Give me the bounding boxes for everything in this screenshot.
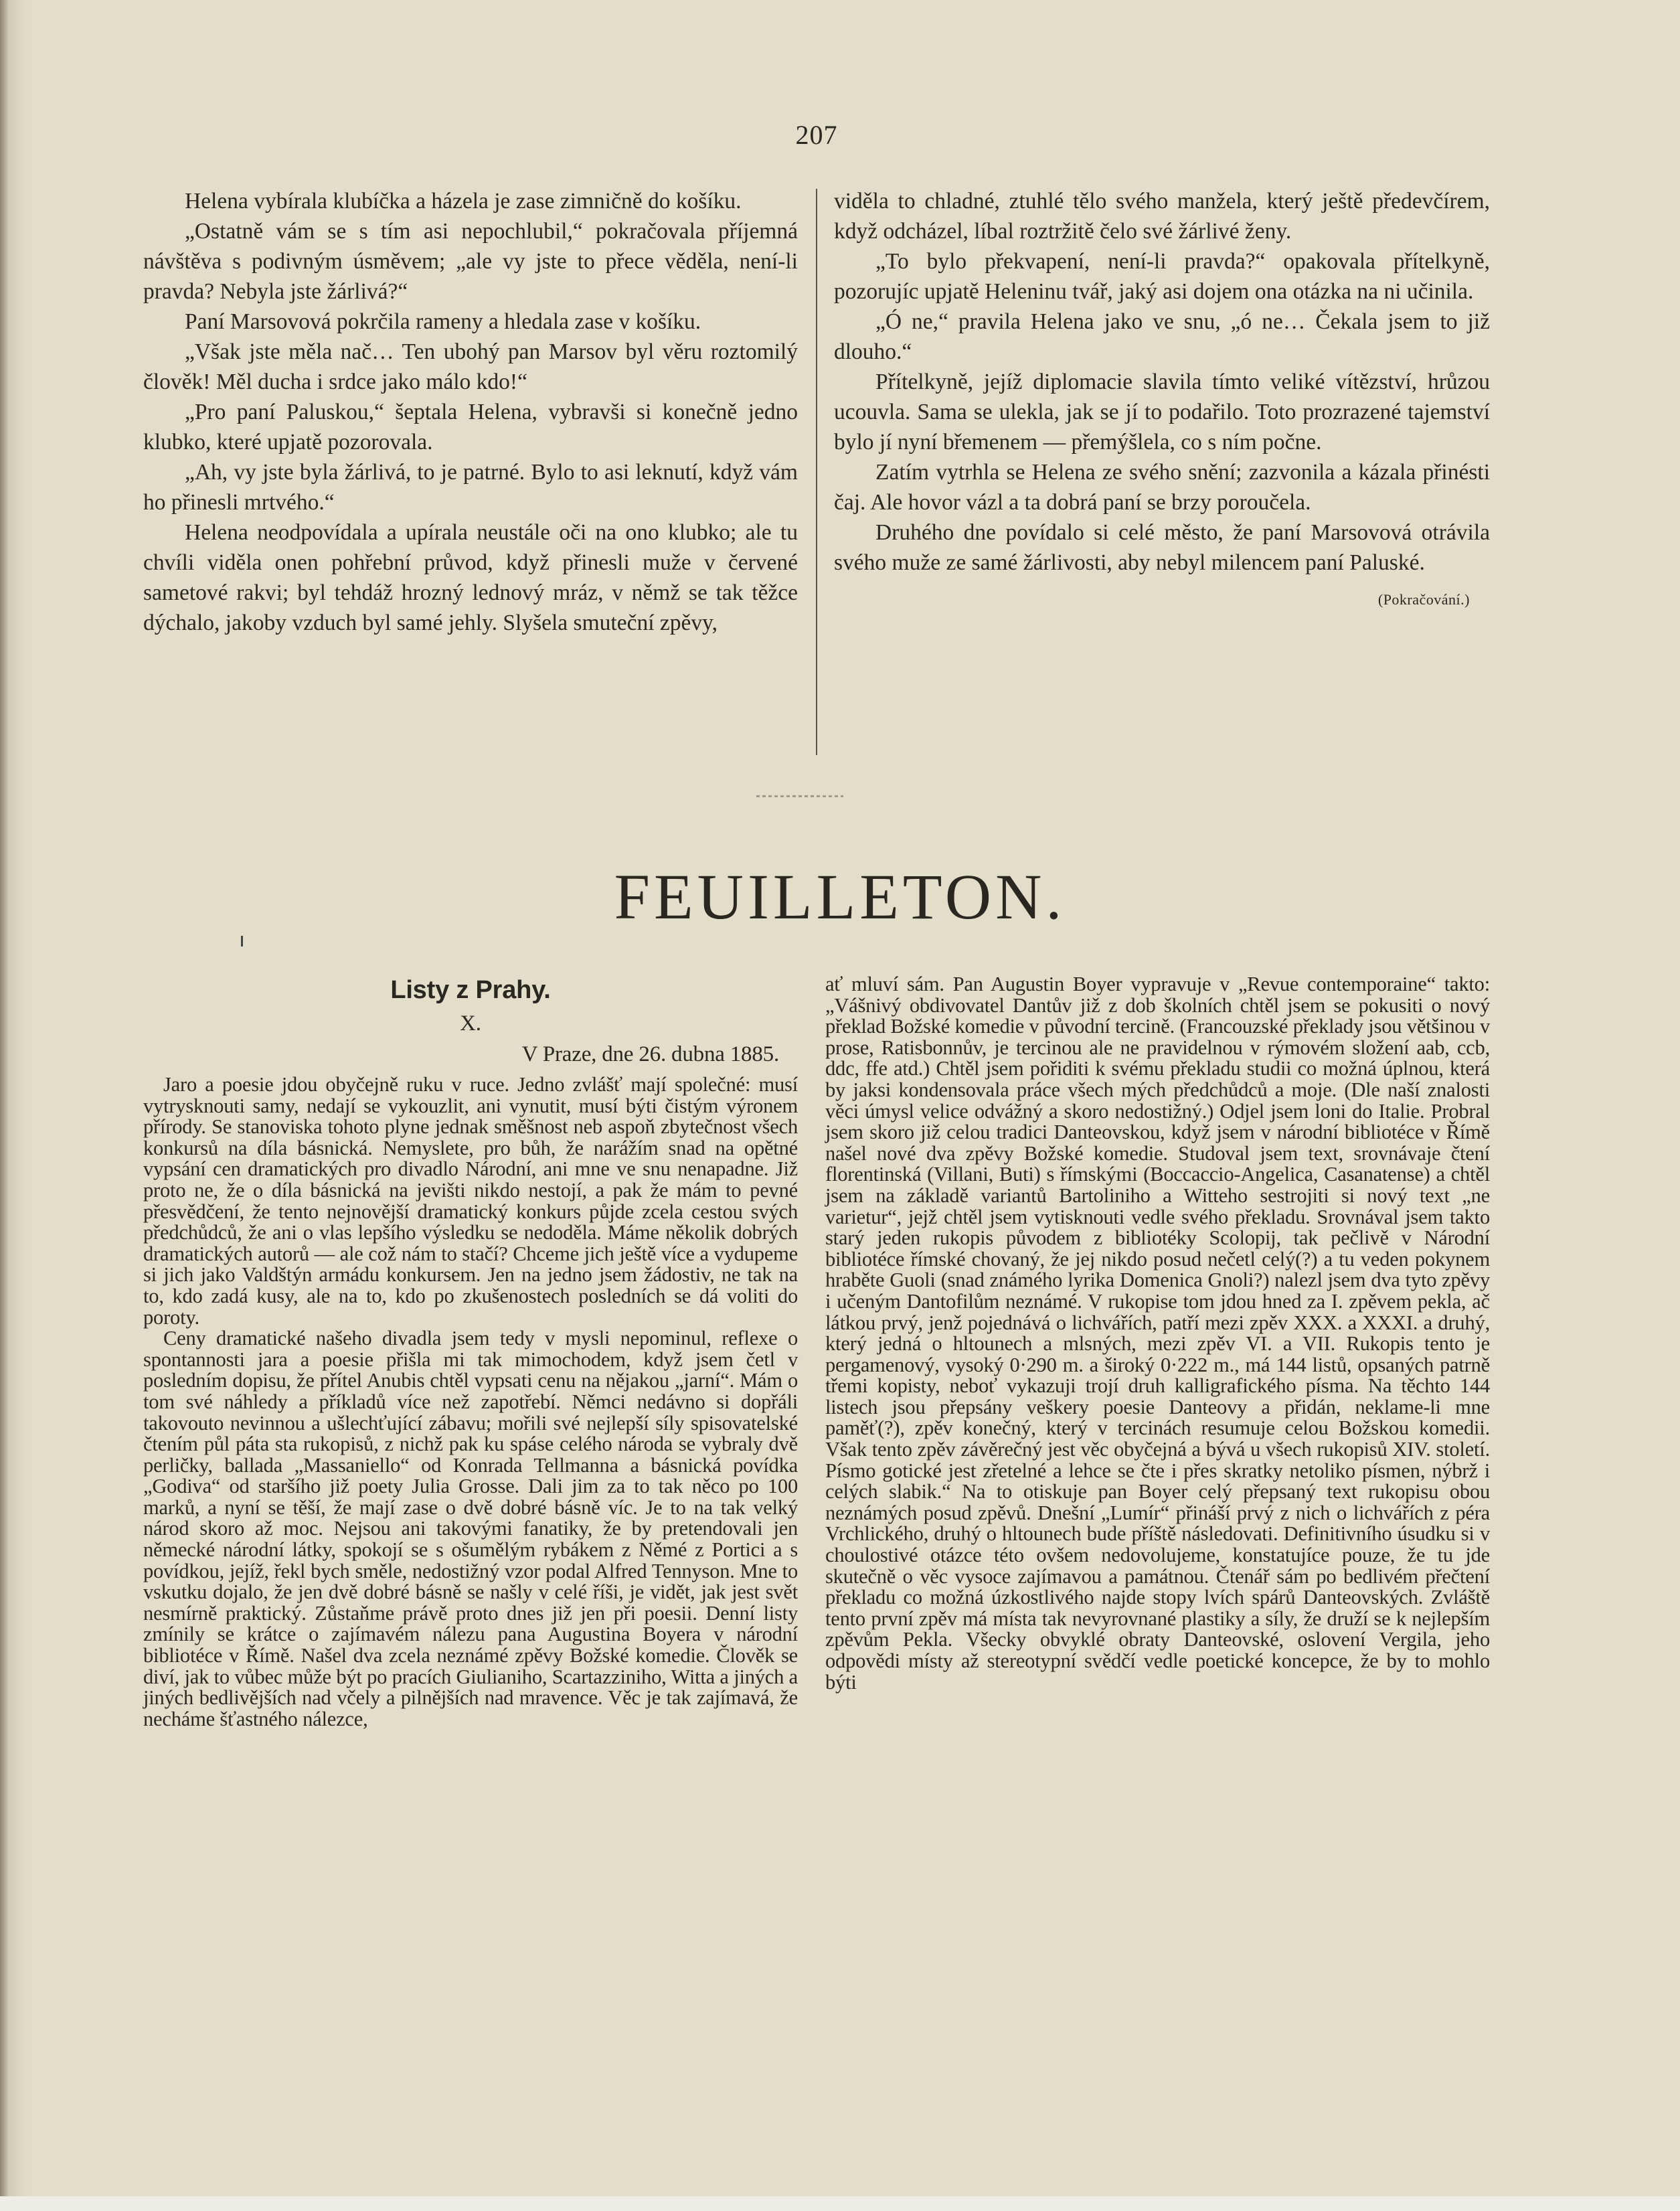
print-mark (241, 936, 243, 947)
feuilleton-paragraph: Ceny dramatické našeho divadla jsem tedy v mysli nepominul, reflexe o spontannosti jara a poesie přišla mi tak mimochodem, když jsem četl v posledním dopisu, že přítel Anubis chtěl vypsati cenu na nějakou „jarní“. Mám o tom své náhledy a příkladů více než zapotřebí. Němci nedávno si dopřáli takovouto nevinnou a ušlechťující zábavu; mořili své nejlepší síly spisovatelské čtením půl páta sta rukopisů, z nichž pak ku spáse celého národa se vybraly dvě perličky, ballada „Massaniello“ od Konrada Tellmanna a básnická povídka „Godiva“ od staršího již poety Julia Grosse. Dali jim za to tak něco po 100 marků, a nyní se těší, že mají zase o dvě dobré básně víc. Je to na tak velký národ skoro až moc. Nejsou ani takovými fanatiky, že by pretendovali jen německé národní látky, spokojí se s ošumělým rybákem z Němé z Portici a s povídkou, jejíž, řekl bych směle, nedostižný vzor podal Alfred Tennyson. Mne to vskutku dojalo, že jen dvě dobré básně se našly v celé říši, je vidět, jak jest svět nesmírně praktický. Zůstaňme právě proto dnes již jen při poesii. Denní listy zmínily se krátce o zajímavém nálezu pana Augustina Boyera v národní bibliotéce v Římě. Našel dva zcela neznámé zpěvy Božské komedie. Člověk se diví, jak to vůbec může být po pracích Giulianiho, Scartazziniho, Witta a jiných a jiných bedlivějších nad včely a pilnějších nad mravence. Věc je tak zajímavá, že necháme šťastného nálezce, (143, 1327, 798, 1730)
feuilleton-left-column (143, 974, 798, 1730)
story-paragraph: Paní Marsovová pokrčila rameny a hledala zase v košíku. (185, 309, 701, 334)
page-bottom-edge (0, 2196, 1680, 2211)
story-paragraph: „Ostatně vám se s tím asi nepochlubil,“ pokračovala příjemná návštěva s podivným úsměvem; „ale vy jste to přece věděla, není-li pravda? Nebyla jste žárlivá?“ (143, 219, 798, 304)
story-paragraph: „Však jste měla nač… Ten ubohý pan Marsov byl věru roztomilý člověk! Měl ducha i srdce jako málo kdo!“ (143, 339, 798, 394)
letter-number: X. (460, 1011, 481, 1036)
feuilleton-right-column (825, 974, 1490, 1693)
story-paragraph: Helena vybírala klubíčka a házela je zase zimničně do košíku. (185, 189, 742, 214)
story-paragraph: „Ó ne,“ pravila Helena jako ve snu, „ó ne… Čekala jsem to již dlouho.“ (834, 309, 1490, 364)
story-paragraph: viděla to chladné, ztuhlé tělo svého manžela, který ještě předevčírem, když odcházel, líbal roztržitě čelo své žárlivé ženy. (834, 189, 1490, 244)
story-left-column (143, 186, 798, 638)
book-spine-shadow (0, 0, 9, 2211)
column-divider (816, 189, 817, 755)
story-paragraph: Druhého dne povídalo si celé město, že paní Marsovová otrávila svého muže ze samé žárlivosti, aby nebyl milencem paní Paluské. (834, 520, 1490, 575)
story-right-column (834, 186, 1490, 610)
story-paragraph: Helena neodpovídala a upírala neustále oči na ono klubko; ale tu chvíli viděla onen pohřební průvod, když přinesli muže v červené sametové rakvi; byl tehdáž hrozný lednový mráz, v němž se tak těžce dýchalo, jakoby vzduch byl samé jehly. Slyšela smuteční zpěvy, (143, 520, 798, 635)
gutter-shading (9, 0, 29, 2211)
page-number: 207 (795, 120, 838, 150)
story-paragraph: Přítelkyně, jejíž diplomacie slavila tímto veliké vítězství, hrůzou ucouvla. Sama se ulekla, jak se jí to podařilo. Toto prozrazené tajemství bylo jí nyní břemenem — přemýšlela, co s ním počne. (834, 370, 1490, 455)
story-paragraph: „To bylo překvapení, není-li pravda?“ opakovala přítelkyně, pozorujíc upjatě Heleninu tvář, jaký asi dojem ona otázka na ni učinila. (834, 249, 1490, 304)
story-paragraph: „Pro paní Paluskou,“ šeptala Helena, vybravši si konečně jedno klubko, které upjatě pozorovala. (143, 400, 798, 455)
letter-date: V Praze, dne 26. dubna 1885. (521, 1042, 779, 1066)
section-ornament (756, 795, 843, 797)
story-paragraph: „Ah, vy jste byla žárlivá, to je patrné. Bylo to asi leknutí, když vám ho přinesli mrtvého.“ (143, 460, 798, 515)
continued-note: (Pokračování.) (1377, 591, 1470, 608)
feuilleton-heading: FEUILLETON. (614, 861, 1066, 932)
feuilleton-paragraph: ať mluví sám. Pan Augustin Boyer vypravuje v „Revue contemporaine“ takto: „Vášnivý obdivovatel Dantův již z dob školních chtěl jsem se pokusiti o nový překlad Božské komedie v původní tercině. (Francouzské překlady jsou většinou v prose, Ratisbonnův, je tercinou ale ne pravidelnou v rýmovém složení aab, ccb, ddc, ffe atd.) Chtěl jsem pořiditi k svému překladu studii co možná úplnou, která by jaksi kondensovala práce všech mých předchůdců a moje. (Dle naší znalosti věci úmysl velice odvážný a skoro nedostižný.) Odjel jsem loni do Italie. Probral jsem skoro již celou tradici Danteovskou, když jsem v národní bibliotéce v Římě našel nové dva zpěvy Božské komedie. Studoval jsem text, srovnávaje čtení florentinská (Villani, Buti) s římskými (Boccaccio-Angelica, Casanatense) a chtěl jsem na základě variantů Bartoliniho a Witteho sestrojiti si nový text „ne varietur“, jejž chtěl jsem vytisknouti vedle svého překladu. Srovnával jsem takto starý jeden rukopis původem z bibliotéky Scolopij, tak pečlivě v Národní bibliotéce římské chovaný, že jej nikdo posud nečetl celý(?) a tu veden pokynem hraběte Guoli (snad známého lyrika Domenica Gnoli?) nalezl jsem dva tyto zpěvy i učeným Dantofilům neznámé. V rukopise tom jdou hned za I. zpěvem pekla, ač látkou prvý, jenž pojednává o lichvářích, patří mezi zpěv XXX. a XXXI. a druhý, který jedná o hltounech a mlsných, mezi zpěv VI. a VII. Rukopis tento je pergamenový, vysoký 0·290 m. a široký 0·222 m., má 144 listů, opsaných patrně třemi kopisty, neboť vykazuji trojí druh kalligrafického písma. Na těchto 144 listech jsou přepsány veškery poesie Danteovy a přidán, neklame-li mne paměť(?), zpěv konečný, který v tercinách resumuje celou Božskou komedii. Však tento zpěv závěrečný jest věc obyčejná a bývá u všech rukopisů XIV. století. Písmo gotické jest zřetelné a lehce se čte i přes skratky netoliko písmen, nýbrž i celých slabik.“ Na to otiskuje pan Boyer celý přepsaný text rukopisu obou neznámých posud zpěvů. Dnešní „Lumír“ přináší prvý z nich o lichvářích z péra Vrchlického, druhý o hltounech bude příště následovati. Definitivního úsudku si v choulostivé otázce této ovšem nedovolujeme, konstatujíce pouze, že tu jde skutečně o věc vysoce zajímavou a památnou. Čtenář sám po bedlivém přečtení překladu co možná úzkostlivého najde stopy lvích spárů Danteovských. Zvláště tento první zpěv má místa tak nevyrovnané plastiky a síly, že druží se k nejlepším zpěvům Pekla. Všecky obvyklé obraty Danteovské, oslovení Vergila, jeho odpovědi místy až stereotypní svědčí vedle poetické koncepce, že by to mohlo býti (825, 973, 1490, 1694)
feuilleton-paragraph: Jaro a poesie jdou obyčejně ruku v ruce. Jedno zvlášť mají společné: musí vytrysknouti samy, nedají se vykouzlit, ani vynutit, musí býti čistým výronem přírody. Se stanoviska tohoto plyne jednak směšnost neb aspoň zbytečnost všech konkursů na díla básnická. Nemyslete, pro bůh, že narážím snad na opětné vypsání cen dramatických pro divadlo Národní, ani mne ve snu nenapadne. Již proto ne, že o díla básnická na jevišti nikdo nestojí, a pak že mám to pevné přesvědčení, že tento nejnovější dramatický konkurs půjde zcela cestou svých předchůdců, že ani o vlas lepšího výsledku se nedoděla. Máme několik dobrých dramatických autorů — ale což nám to stačí? Chceme jich ještě více a vydupeme si jich jako Valdštýn armádu konkursem. Jen na jedno jsem žádostiv, ne tak na to, kdo zadá kusy, ale na to, kdo po zkušenostech posledních se dá voliti do poroty. (143, 1073, 798, 1329)
letter-title: Listy z Prahy. (390, 976, 551, 1004)
story-paragraph: Zatím vytrhla se Helena ze svého snění; zazvonila a kázala přinésti čaj. Ale hovor vázl a ta dobrá paní se brzy poroučela. (834, 460, 1490, 515)
